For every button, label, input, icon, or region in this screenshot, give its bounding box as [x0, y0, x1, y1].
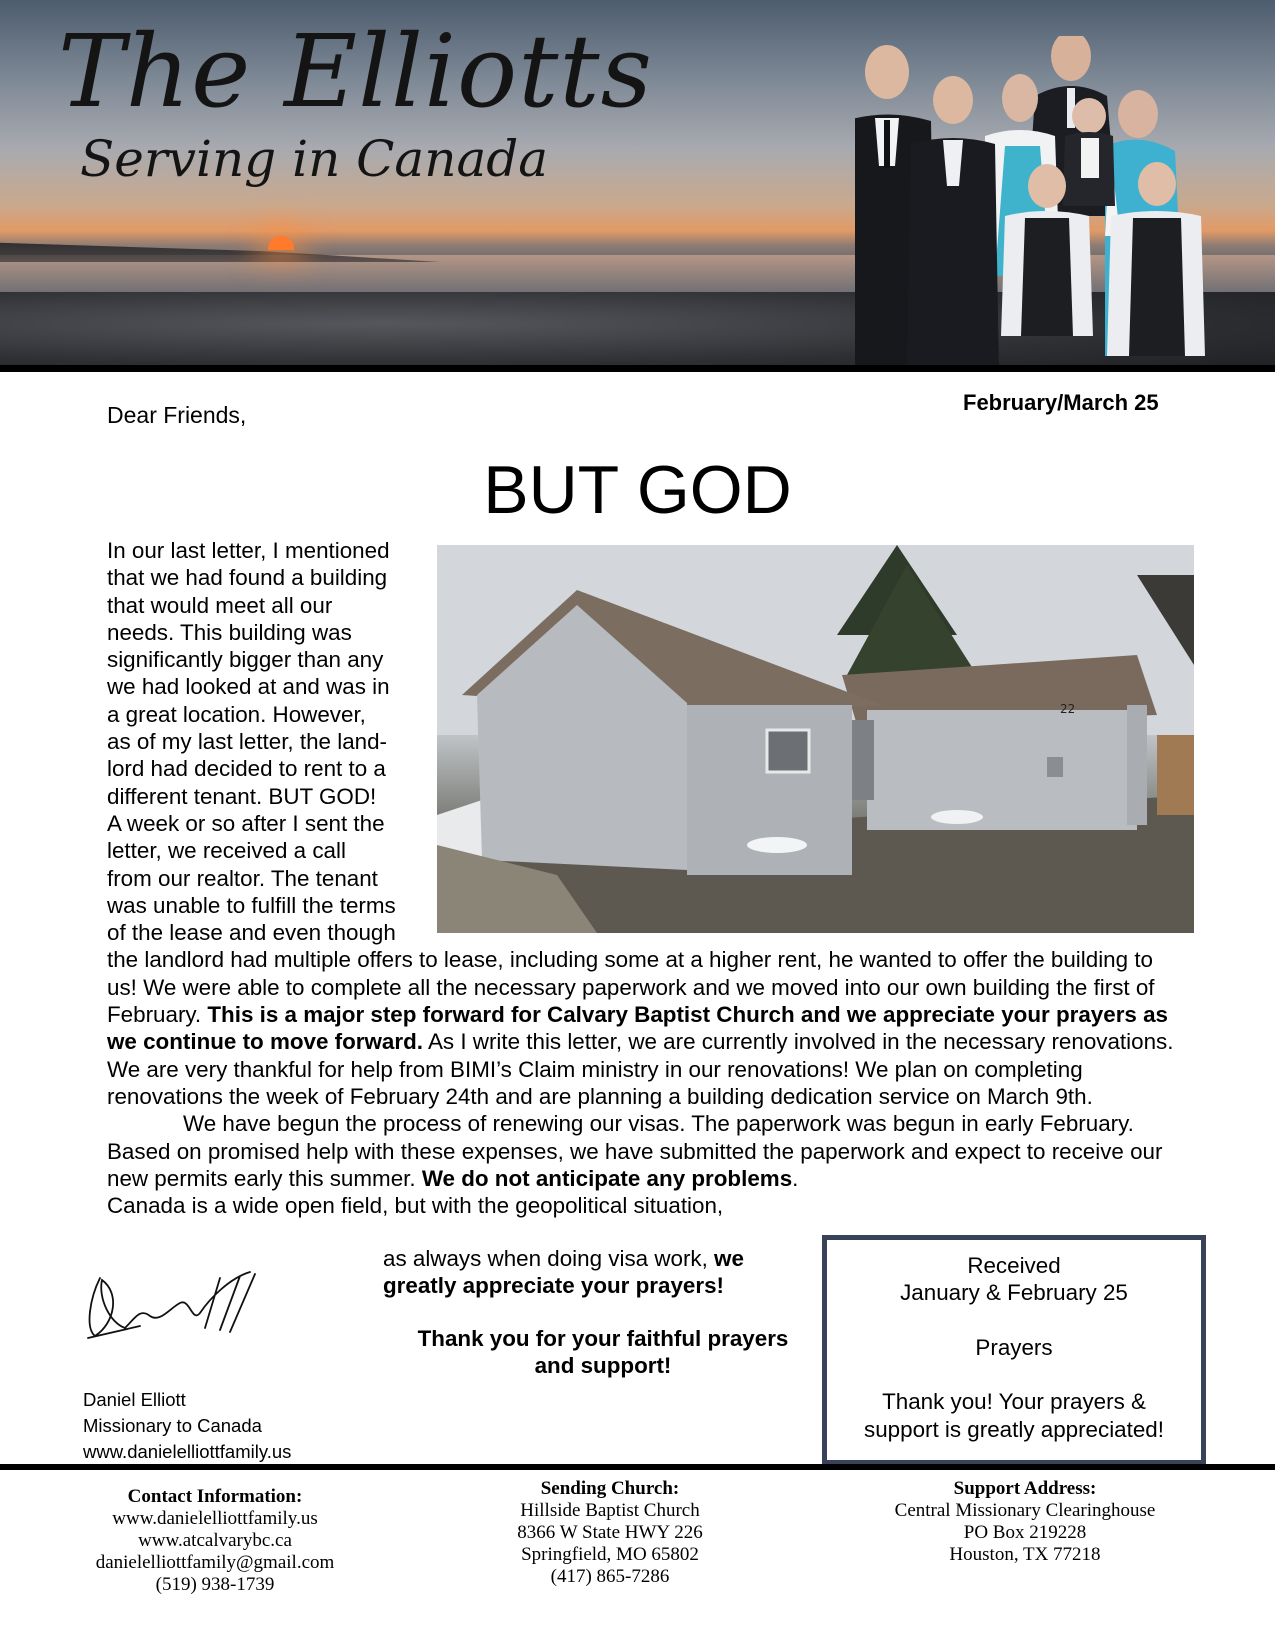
contact-line: www.danielelliottfamily.us — [112, 1508, 318, 1529]
greeting: Dear Friends, — [107, 402, 247, 428]
sender-website: www.danielelliottfamily.us — [83, 1441, 292, 1462]
support-line: Central Missionary Clearinghouse — [894, 1500, 1156, 1521]
column-line: that would meet all our — [107, 592, 333, 618]
newsletter-subtitle: Serving in Canada — [80, 130, 549, 188]
column-line: of the lease and even though — [107, 920, 396, 946]
header-divider — [0, 365, 1275, 372]
received-prayers: Prayers — [975, 1334, 1053, 1360]
shoreline-silhouette — [0, 238, 440, 262]
letter-body — [107, 537, 1182, 1219]
support-address: Support Address: Central Missionary Clearinghouse PO Box 219228 Houston, TX 77218 — [860, 1478, 1190, 1566]
paragraph-2: We have begun the process of renewing our visas. The paperwork was begun in early February. Based on promised help with these expenses, we have submitted the paperwork and expect to receive our new permits early this summer. We do not anticipate any problems. — [107, 1111, 1163, 1191]
church-line: Hillside Baptist Church — [520, 1500, 700, 1521]
footer-divider — [0, 1464, 1275, 1470]
column-line: significantly bigger than any — [107, 647, 384, 673]
received-box — [822, 1235, 1206, 1465]
support-line: PO Box 219228 — [963, 1522, 1087, 1543]
column-line: In our last letter, I mentioned — [107, 538, 390, 563]
column-line: A week or so after I sent the — [107, 810, 385, 836]
church-line: (417) 865-7286 — [550, 1566, 670, 1587]
support-line: Houston, TX 77218 — [949, 1544, 1101, 1565]
signature-info — [83, 1387, 291, 1465]
paragraph-2-continued: Canada is a wide open field, but with the geopolitical situation, — [107, 1193, 724, 1219]
column-line: was unable to fulfill the terms — [107, 892, 396, 918]
contact-line: www.atcalvarybc.ca — [138, 1530, 292, 1551]
column-line: from our realtor. The tenant — [107, 865, 378, 891]
column-line: needs. This building was — [107, 619, 352, 645]
setting-sun — [268, 236, 294, 250]
received-period: January & February 25 — [900, 1280, 1128, 1306]
sender-name: Daniel Elliott — [83, 1389, 186, 1410]
sending-church: Sending Church: Hillside Baptist Church 8366 W State HWY 226 Springfield, MO 65802 (417) 865-7286 — [455, 1478, 765, 1588]
church-line: 8366 W State HWY 226 — [517, 1522, 703, 1543]
contact-line: (519) 938-1739 — [155, 1574, 275, 1595]
headline: BUT GOD — [483, 452, 792, 528]
church-line: Springfield, MO 65802 — [521, 1544, 699, 1565]
prayer-request: as always when doing visa work, we greatly appreciate your prayers! — [383, 1246, 744, 1299]
column-line: we had looked at and was in — [107, 674, 390, 700]
paragraph-1: the landlord had multiple offers to lease, including some at a higher rent, he wanted to offer the building to us! We were able to complete all the necessary paperwork and we moved into our own building the first of February. This is a major step forward for Calvary Baptist Church and we appreciate your prayers as we continue to move forward. As I write this letter, we are currently involved in the necessary renovations. We are very thankful for help from BIMI’s Claim ministry in our renovations! We plan on completing renovations the week of February 24th and are planning a building dedication service on March 9th. — [107, 947, 1174, 1109]
received-label: Received — [967, 1253, 1061, 1278]
column-line: a great location. However, — [107, 701, 366, 727]
column-line: as of my last letter, the land- — [107, 729, 388, 755]
column-line: lord had decided to rent to a — [107, 756, 386, 782]
wrapped-column — [107, 537, 427, 946]
column-line: different tenant. BUT GOD! — [107, 783, 377, 809]
received-appreciation: support is greatly appreciated! — [864, 1416, 1164, 1442]
house-number: 22 — [1060, 702, 1076, 716]
newsletter-date: February/March 25 — [963, 390, 1159, 415]
received-thanks: Thank you! Your prayers & — [882, 1389, 1146, 1415]
newsletter-title: The Elliotts — [58, 13, 653, 130]
sender-role: Missionary to Canada — [83, 1415, 262, 1436]
family-photo — [855, 36, 1265, 372]
contact-info: Contact Information: www.danielelliottfamily.us www.atcalvarybc.ca danielelliottfamily@gmail.com (519) 938-1739 — [60, 1486, 370, 1596]
signature — [80, 1268, 270, 1343]
column-line: letter, we received a call — [107, 838, 346, 864]
header-banner — [0, 0, 1275, 372]
column-line: that we had found a building — [107, 565, 388, 591]
contact-line: danielelliottfamily@gmail.com — [95, 1552, 335, 1573]
thank-you-note: Thank you for your faithful prayers and support! — [417, 1326, 789, 1379]
